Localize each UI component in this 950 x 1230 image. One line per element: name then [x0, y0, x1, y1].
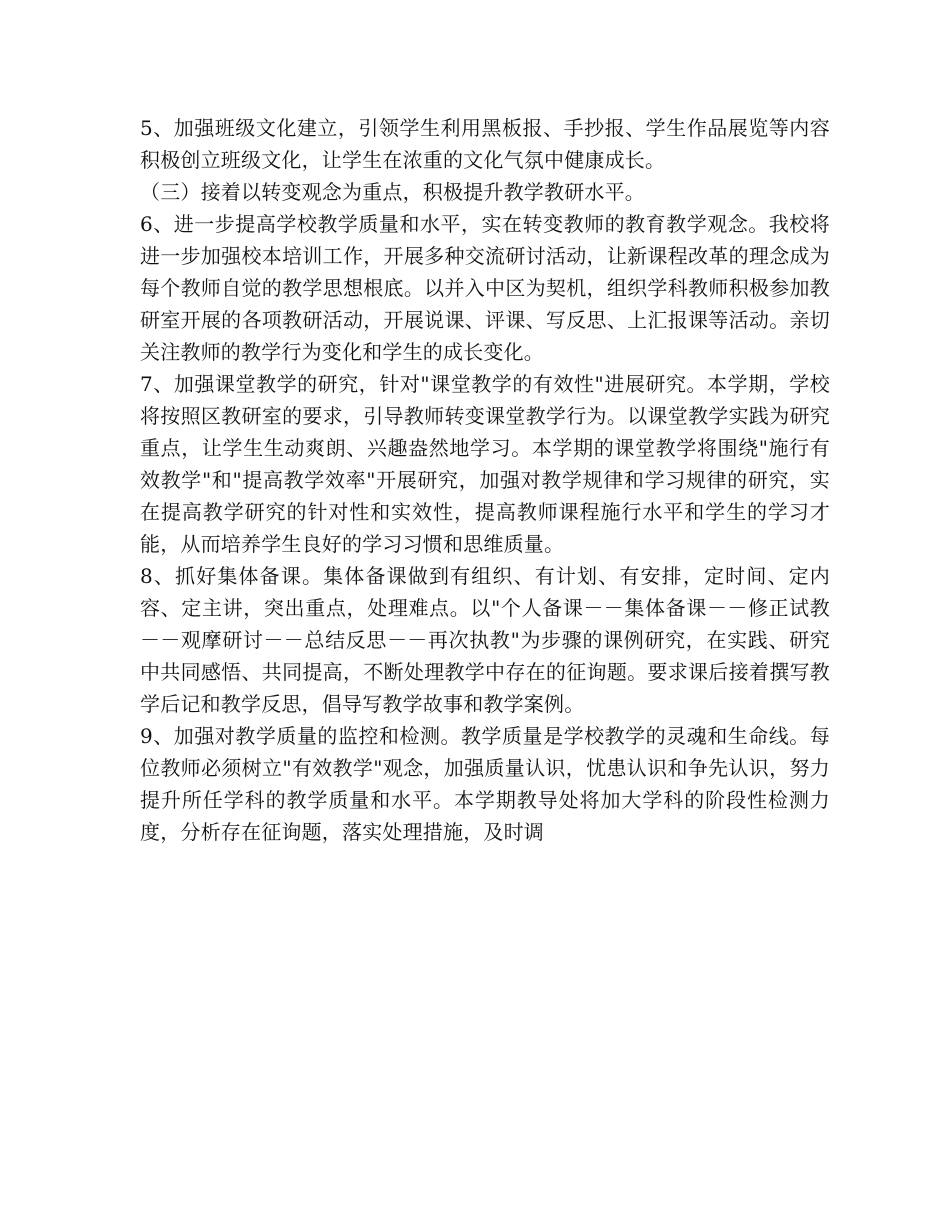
section-heading-3: （三）接着以转变观念为重点，积极提升教学教研水平。 [140, 180, 645, 204]
document-body [140, 112, 830, 848]
paragraph-item-7: 7、加强课堂教学的研究，针对"课堂教学的有效性"进展研究。本学期，学校将按照区教研室的要求，引导教师转变课堂教学行为。以课堂教学实践为研究重点，让学生生动爽朗、兴趣盎然地学习。本学期的课堂教学将围绕"施行有效教学"和"提高教学效率"开展研究，加强对教学规律和学习规律的研究，实在提高教学研究的针对性和实效性，提高教师课程施行水平和学生的学习才能，从而培养学生良好的学习习惯和思维质量。 [140, 372, 830, 556]
paragraph-item-5: 5、加强班级文化建立，引领学生利用黑板报、手抄报、学生作品展览等内容积极创立班级文化，让学生在浓重的文化气氛中健康成长。 [140, 116, 830, 172]
paragraph-item-9: 9、加强对教学质量的监控和检测。教学质量是学校教学的灵魂和生命线。每位教师必须树立"有效教学"观念，加强质量认识，忧患认识和争先认识，努力提升所任学科的教学质量和水平。本学期教导处将加大学科的阶段性检测力度，分析存在征询题，落实处理措施，及时调 [140, 724, 830, 844]
paragraph-item-6: 6、进一步提高学校教学质量和水平，实在转变教师的教育教学观念。我校将进一步加强校本培训工作，开展多种交流研讨活动，让新课程改革的理念成为每个教师自觉的教学思想根底。以并入中区为契机，组织学科教师积极参加教研室开展的各项教研活动，开展说课、评课、写反思、上汇报课等活动。亲切关注教师的教学行为变化和学生的成长变化。 [140, 212, 830, 364]
paragraph-item-8: 8、抓好集体备课。集体备课做到有组织、有计划、有安排，定时间、定内容、定主讲，突出重点，处理难点。以"个人备课－－集体备课－－修正试教－－观摩研讨－－总结反思－－再次执教"为步骤的课例研究，在实践、研究中共同感悟、共同提高，不断处理教学中存在的征询题。要求课后接着撰写教学后记和教学反思，倡导写教学故事和教学案例。 [140, 564, 830, 716]
